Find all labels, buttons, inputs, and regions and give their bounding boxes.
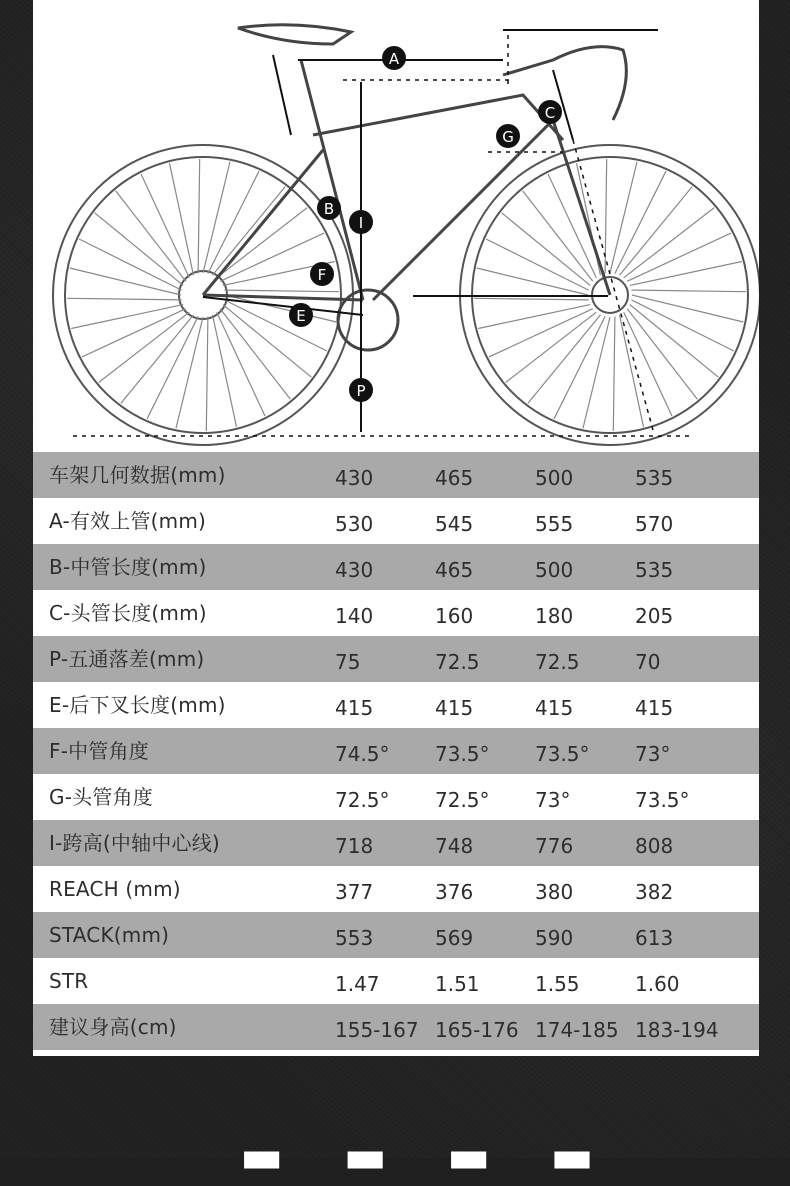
svg-text:I: I	[358, 214, 364, 232]
wheel-spoke	[141, 174, 189, 278]
table-row	[33, 590, 759, 636]
wheel-spoke	[528, 315, 601, 404]
table-cell: 553	[335, 926, 374, 950]
table-row	[33, 544, 759, 590]
table-cell: 555	[535, 512, 574, 536]
table-row	[33, 1004, 759, 1050]
table-row	[33, 866, 759, 912]
row-label: REACH (mm)	[49, 877, 181, 901]
table-cell: 155-167	[335, 1018, 419, 1042]
table-cell: 380	[535, 880, 574, 904]
table-row	[33, 682, 759, 728]
wheel-spoke	[82, 309, 186, 357]
wheel-spoke	[217, 208, 308, 278]
table-row	[33, 498, 759, 544]
wheel-spoke	[198, 159, 200, 274]
row-label: P-五通落差(mm)	[49, 647, 205, 671]
bike-geometry-diagram	[33, 0, 759, 452]
table-cell: 569	[435, 926, 474, 950]
wheel-spoke	[170, 163, 194, 275]
wheel-spoke	[620, 187, 693, 276]
table-cell: 1.51	[435, 972, 480, 996]
wheel-spoke	[631, 290, 746, 292]
table-cell: 376	[435, 880, 474, 904]
table-cell: 415	[435, 696, 474, 720]
svg-text:B: B	[323, 200, 335, 218]
table-cell: 415	[535, 696, 574, 720]
next-section-heading-cropped: ▬ ▬ ▬ ▬	[240, 1129, 616, 1183]
table-cell: 535	[635, 558, 674, 582]
wheel-spoke	[478, 305, 590, 329]
wheel-spoke	[71, 305, 183, 329]
table-row	[33, 728, 759, 774]
table-cell: 73.5°	[535, 742, 590, 766]
svg-text:F: F	[317, 266, 327, 284]
table-cell: 415	[335, 696, 374, 720]
wheel-spoke	[213, 315, 237, 427]
table-cell: 73°	[635, 742, 671, 766]
table-cell: 74.5°	[335, 742, 390, 766]
table-cell: 180	[535, 604, 574, 628]
table-cell: 1.55	[535, 972, 580, 996]
table-cell: 382	[635, 880, 674, 904]
table-header-label: 车架几何数据(mm)	[49, 463, 226, 487]
size-535-header: 535	[635, 466, 674, 490]
row-label: B-中管长度(mm)	[49, 555, 207, 579]
svg-text:A: A	[388, 50, 400, 68]
wheel-spoke	[506, 312, 597, 382]
row-label: STACK(mm)	[49, 923, 170, 947]
table-row	[33, 636, 759, 682]
wheel-spoke	[523, 191, 593, 282]
table-cell: 165-176	[435, 1018, 519, 1042]
row-label: STR	[49, 969, 89, 993]
table-cell: 160	[435, 604, 474, 628]
wheel-spoke	[627, 233, 731, 281]
table-body	[33, 498, 759, 1050]
table-cell: 415	[635, 696, 674, 720]
seat-tube	[301, 60, 363, 300]
down-tube	[373, 120, 553, 300]
table-cell: 570	[635, 512, 674, 536]
svg-text:P: P	[356, 382, 366, 400]
table-row	[33, 912, 759, 958]
marker-a	[382, 46, 406, 70]
wheel-spoke	[474, 298, 589, 300]
marker-b	[317, 196, 341, 220]
wheel-spoke	[206, 316, 208, 431]
row-label: F-中管角度	[49, 739, 149, 763]
table-cell: 613	[635, 926, 674, 950]
wheel-spoke	[630, 305, 719, 378]
table-cell: 808	[635, 834, 674, 858]
geometry-table	[33, 452, 759, 1050]
table-row	[33, 958, 759, 1004]
table-cell: 183-194	[635, 1018, 719, 1042]
row-label: E-后下叉长度(mm)	[49, 693, 226, 717]
table-cell: 72.5	[535, 650, 580, 674]
svg-text:C: C	[544, 104, 556, 122]
table-cell: 590	[535, 926, 574, 950]
wheel-spoke	[224, 290, 339, 292]
table-cell: 205	[635, 604, 674, 628]
wheel-spoke	[630, 262, 742, 286]
fork	[553, 120, 610, 295]
geometry-card	[33, 0, 759, 1056]
size-430-header: 430	[335, 466, 374, 490]
table-row	[33, 774, 759, 820]
svg-text:E: E	[296, 307, 306, 325]
row-label: I-跨高(中轴中心线)	[49, 831, 220, 855]
table-cell: 73.5°	[435, 742, 490, 766]
table-cell: 776	[535, 834, 574, 858]
wheel-spoke	[217, 312, 265, 416]
table-header-row	[33, 452, 759, 498]
row-label: 建议身高(cm)	[49, 1015, 177, 1039]
table-cell: 430	[335, 558, 374, 582]
table-cell: 530	[335, 512, 374, 536]
table-cell: 140	[335, 604, 374, 628]
size-465-header: 465	[435, 466, 474, 490]
marker-i	[349, 210, 373, 234]
table-cell: 70	[635, 650, 661, 674]
table-cell: 72.5	[435, 650, 480, 674]
chainring	[338, 290, 398, 350]
wheel-spoke	[121, 315, 194, 404]
table-cell: 1.60	[635, 972, 680, 996]
wheel-spoke	[624, 312, 672, 416]
table-cell: 72.5°	[435, 788, 490, 812]
table-row	[33, 820, 759, 866]
table-cell: 72.5°	[335, 788, 390, 812]
wheel-spoke	[624, 208, 715, 278]
wheel-spoke	[67, 298, 182, 300]
saddle	[238, 25, 351, 44]
wheel-spoke	[95, 213, 184, 286]
table-cell: 500	[535, 558, 574, 582]
wheel-spoke	[116, 191, 186, 282]
wheel-spoke	[502, 213, 591, 286]
marker-c	[538, 100, 562, 124]
table-cell: 73°	[535, 788, 571, 812]
wheel-spoke	[99, 312, 190, 382]
size-500-header: 500	[535, 466, 574, 490]
row-label: A-有效上管(mm)	[49, 509, 207, 533]
marker-f	[310, 262, 334, 286]
wheel-spoke	[489, 309, 593, 357]
marker-e	[289, 303, 313, 327]
table-cell: 174-185	[535, 1018, 619, 1042]
table-cell: 73.5°	[635, 788, 690, 812]
table-cell: 75	[335, 650, 361, 674]
marker-g	[496, 124, 520, 148]
wheel-spoke	[220, 309, 290, 400]
bike-line-drawing	[33, 0, 759, 452]
table-cell: 377	[335, 880, 374, 904]
wheel-spoke	[627, 309, 697, 400]
marker-p	[349, 378, 373, 402]
wheel-spoke	[613, 316, 615, 431]
top-tube	[313, 95, 563, 140]
table-cell: 545	[435, 512, 474, 536]
wheel-spoke	[620, 315, 644, 427]
table-cell: 718	[335, 834, 374, 858]
table-cell: 1.47	[335, 972, 380, 996]
table-cell: 465	[435, 558, 474, 582]
row-label: G-头管角度	[49, 785, 153, 809]
row-label: C-头管长度(mm)	[49, 601, 207, 625]
wheel-spoke	[213, 187, 286, 276]
table-cell: 748	[435, 834, 474, 858]
svg-text:G: G	[502, 128, 514, 146]
